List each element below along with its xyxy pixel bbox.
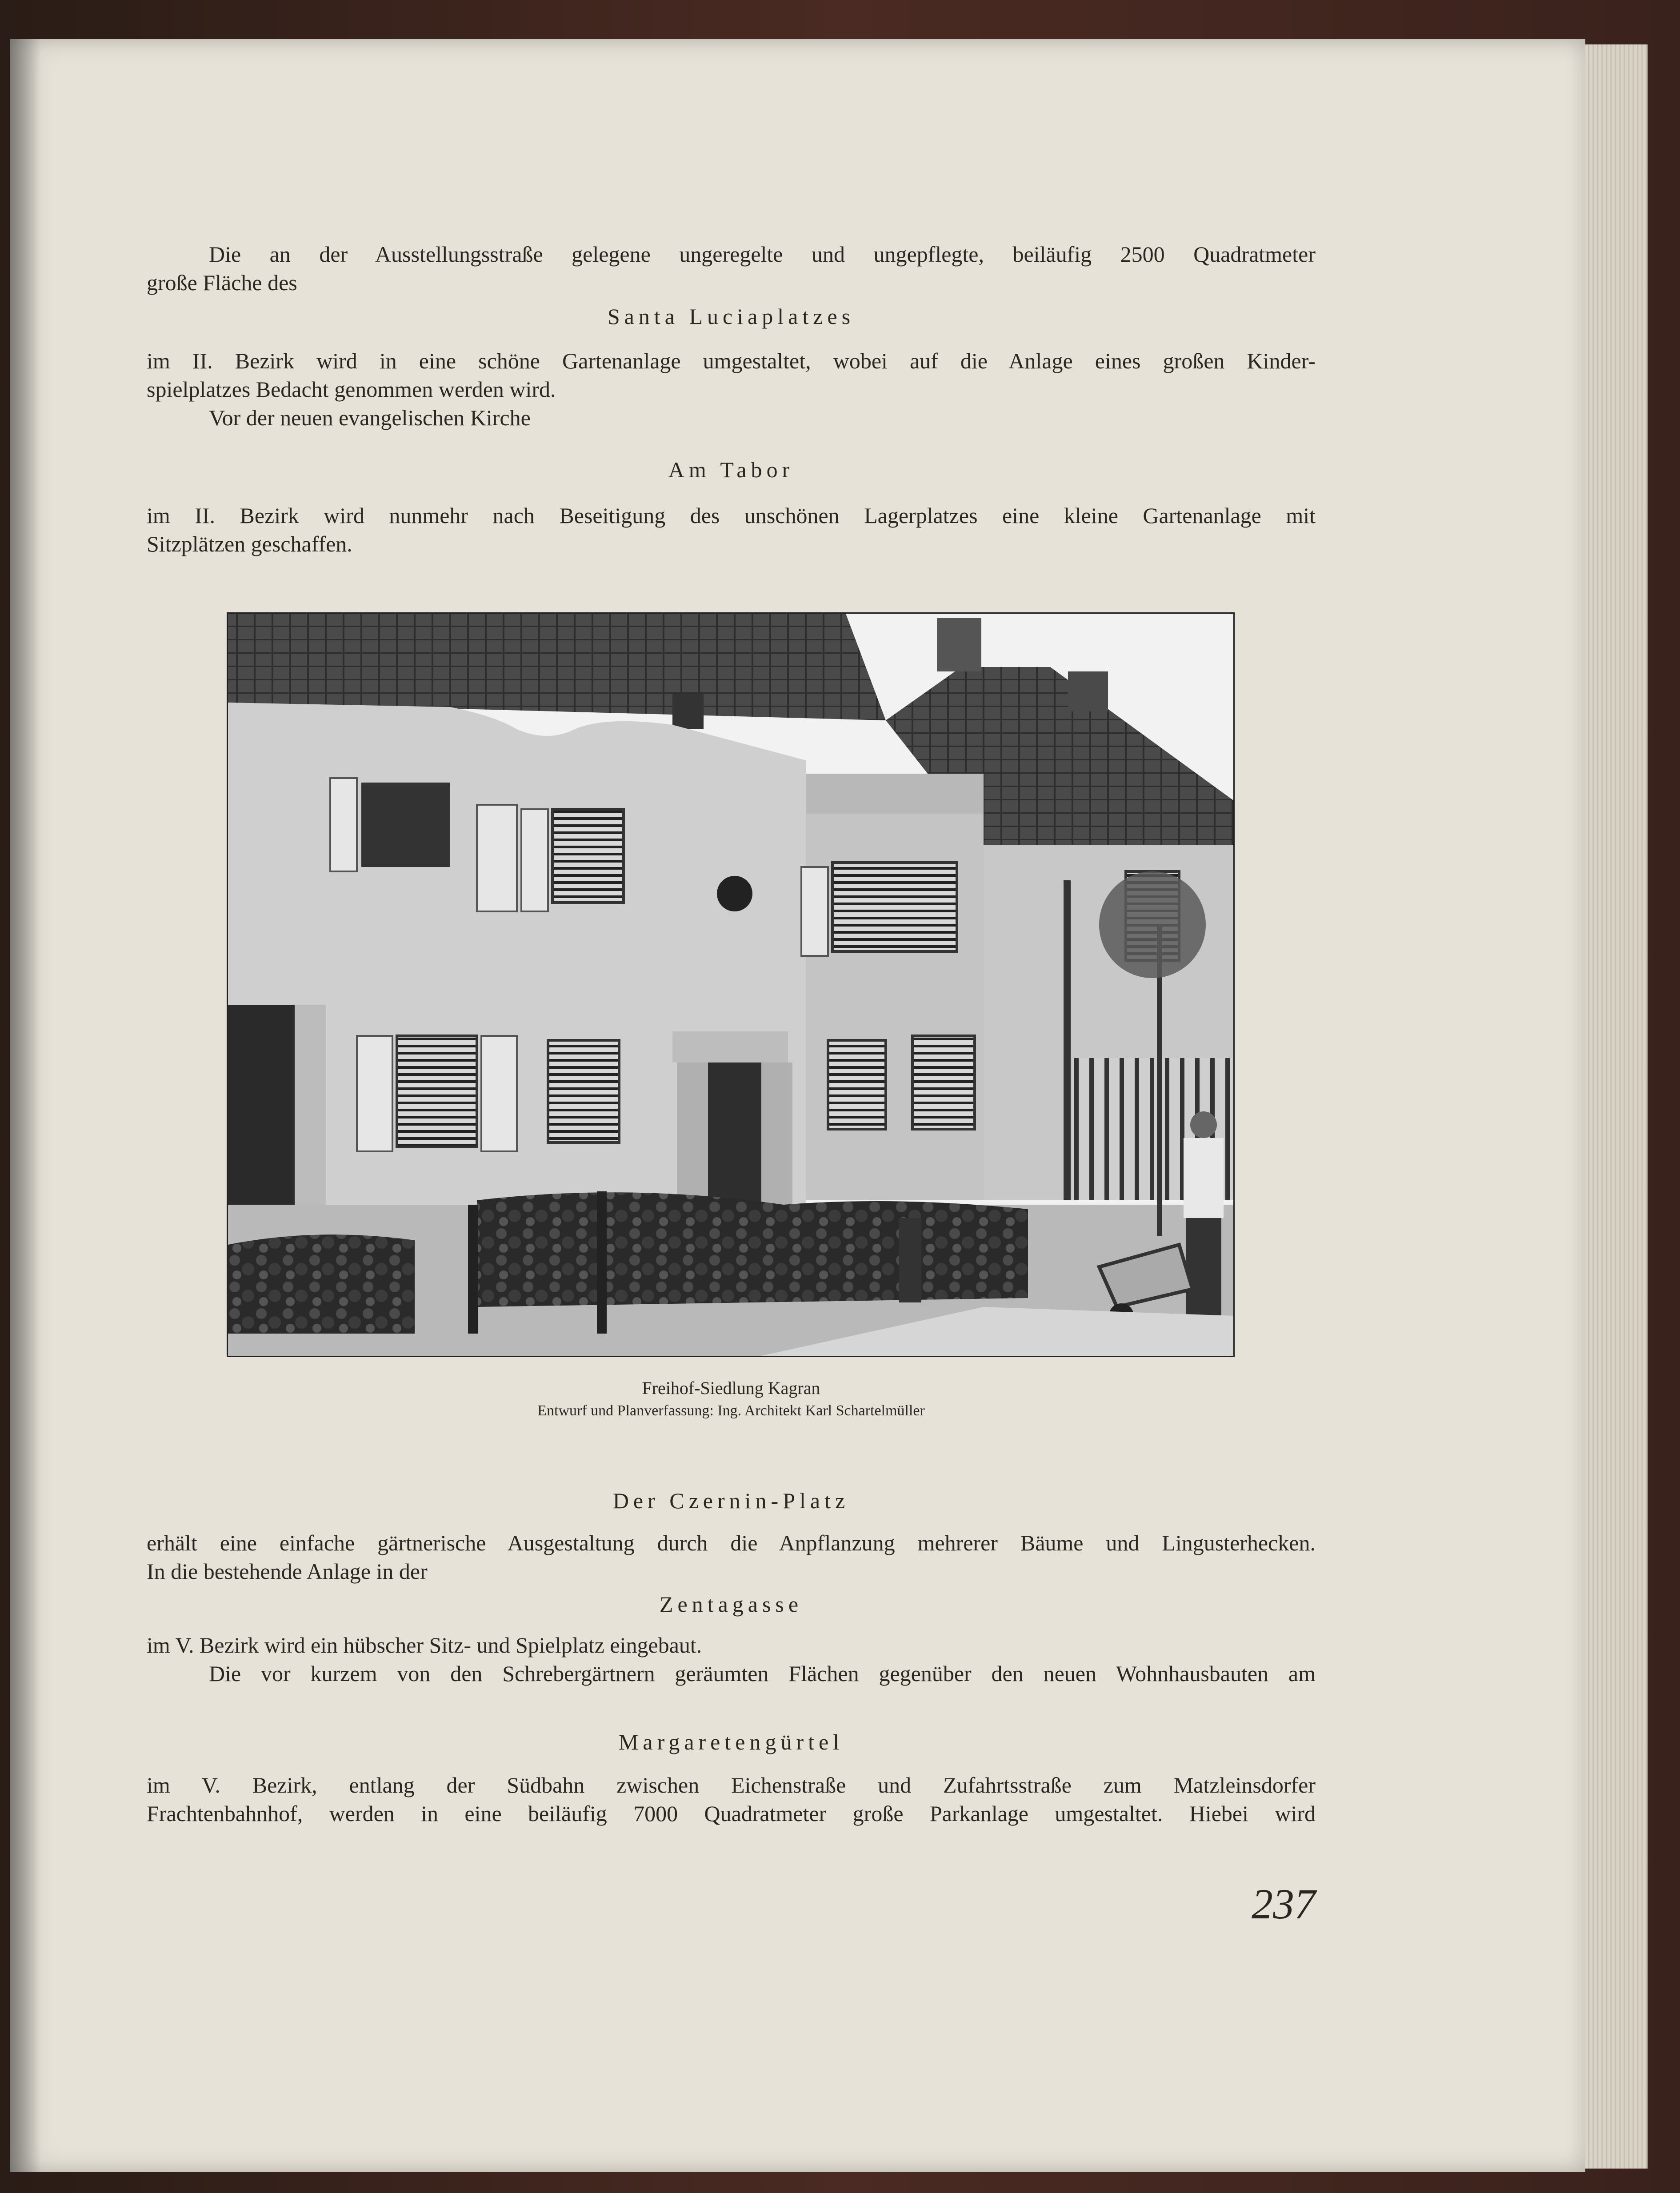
paragraph-2-line-3: Vor der neuen evangelischen Kirche xyxy=(209,405,531,430)
heading-zentagasse: Zentagasse xyxy=(659,1592,803,1617)
paragraph-5-line-2: Die vor kurzem von den Schrebergärtnern geräumten Flächen gegenüber den neuen Wohnhausbauten am xyxy=(209,1661,1316,1686)
heading-santa-luciaplatzes: Santa Luciaplatzes xyxy=(607,304,855,329)
binding-shadow xyxy=(10,39,41,2172)
paragraph-6-line-2: Frachtenbahnhof, werden in eine beiläufig 7000 Quadratmeter große Parkanlage umgestaltet. Hiebei wird xyxy=(147,1801,1316,1826)
paragraph-5 xyxy=(147,1631,1316,1688)
paragraph-3-line-1: im II. Bezirk wird nunmehr nach Beseitigung des unschönen Lagerplatzes eine kleine Gartenanlage mit xyxy=(147,503,1316,528)
figure-caption-title: Freihof-Siedlung Kagran xyxy=(642,1378,820,1398)
heading-am-tabor: Am Tabor xyxy=(668,457,794,482)
paragraph-3 xyxy=(147,501,1316,558)
paragraph-2-line-2: spielplatzes Bedacht genommen werden wird. xyxy=(147,377,556,402)
figure-caption-credit: Entwurf und Planverfassung: Ing. Architekt Karl Schartelmüller xyxy=(537,1402,925,1419)
paragraph-6 xyxy=(147,1771,1316,1828)
paragraph-4-line-2: In die bestehende Anlage in der xyxy=(147,1559,428,1584)
page-number: 237 xyxy=(1252,1880,1316,1928)
paragraph-2-line-1: im II. Bezirk wird in eine schöne Gartenanlage umgestaltet, wobei auf die Anlage eines großen Kinder- xyxy=(147,348,1316,373)
photo-illustration xyxy=(228,614,1233,1356)
paragraph-2 xyxy=(147,347,1316,432)
paragraph-4 xyxy=(147,1529,1316,1586)
heading-czernin-platz: Der Czernin-Platz xyxy=(612,1488,850,1513)
paragraph-6-line-1: im V. Bezirk, entlang der Südbahn zwischen Eichenstraße und Zufahrtsstraße zum Matzleinsdorfer xyxy=(147,1773,1316,1798)
paragraph-1-line-1: Die an der Ausstellungsstraße gelegene ungeregelte und ungepflegte, beiläufig 2500 Quadratmeter xyxy=(209,242,1316,267)
paragraph-4-line-1: erhält eine einfache gärtnerische Ausgestaltung durch die Anpflanzung mehrerer Bäume und Lingusterhecken. xyxy=(147,1530,1316,1555)
photo-freihof-siedlung xyxy=(227,612,1235,1357)
paragraph-5-line-1: im V. Bezirk wird ein hübscher Sitz- und Spielplatz eingebaut. xyxy=(147,1633,702,1658)
paragraph-3-line-2: Sitzplätzen geschaffen. xyxy=(147,531,352,556)
paragraph-1 xyxy=(147,240,1316,297)
heading-margaretenguertel: Margaretengürtel xyxy=(618,1730,844,1754)
page-edges xyxy=(1585,44,1648,2169)
paragraph-1-line-2: große Fläche des xyxy=(147,270,297,295)
